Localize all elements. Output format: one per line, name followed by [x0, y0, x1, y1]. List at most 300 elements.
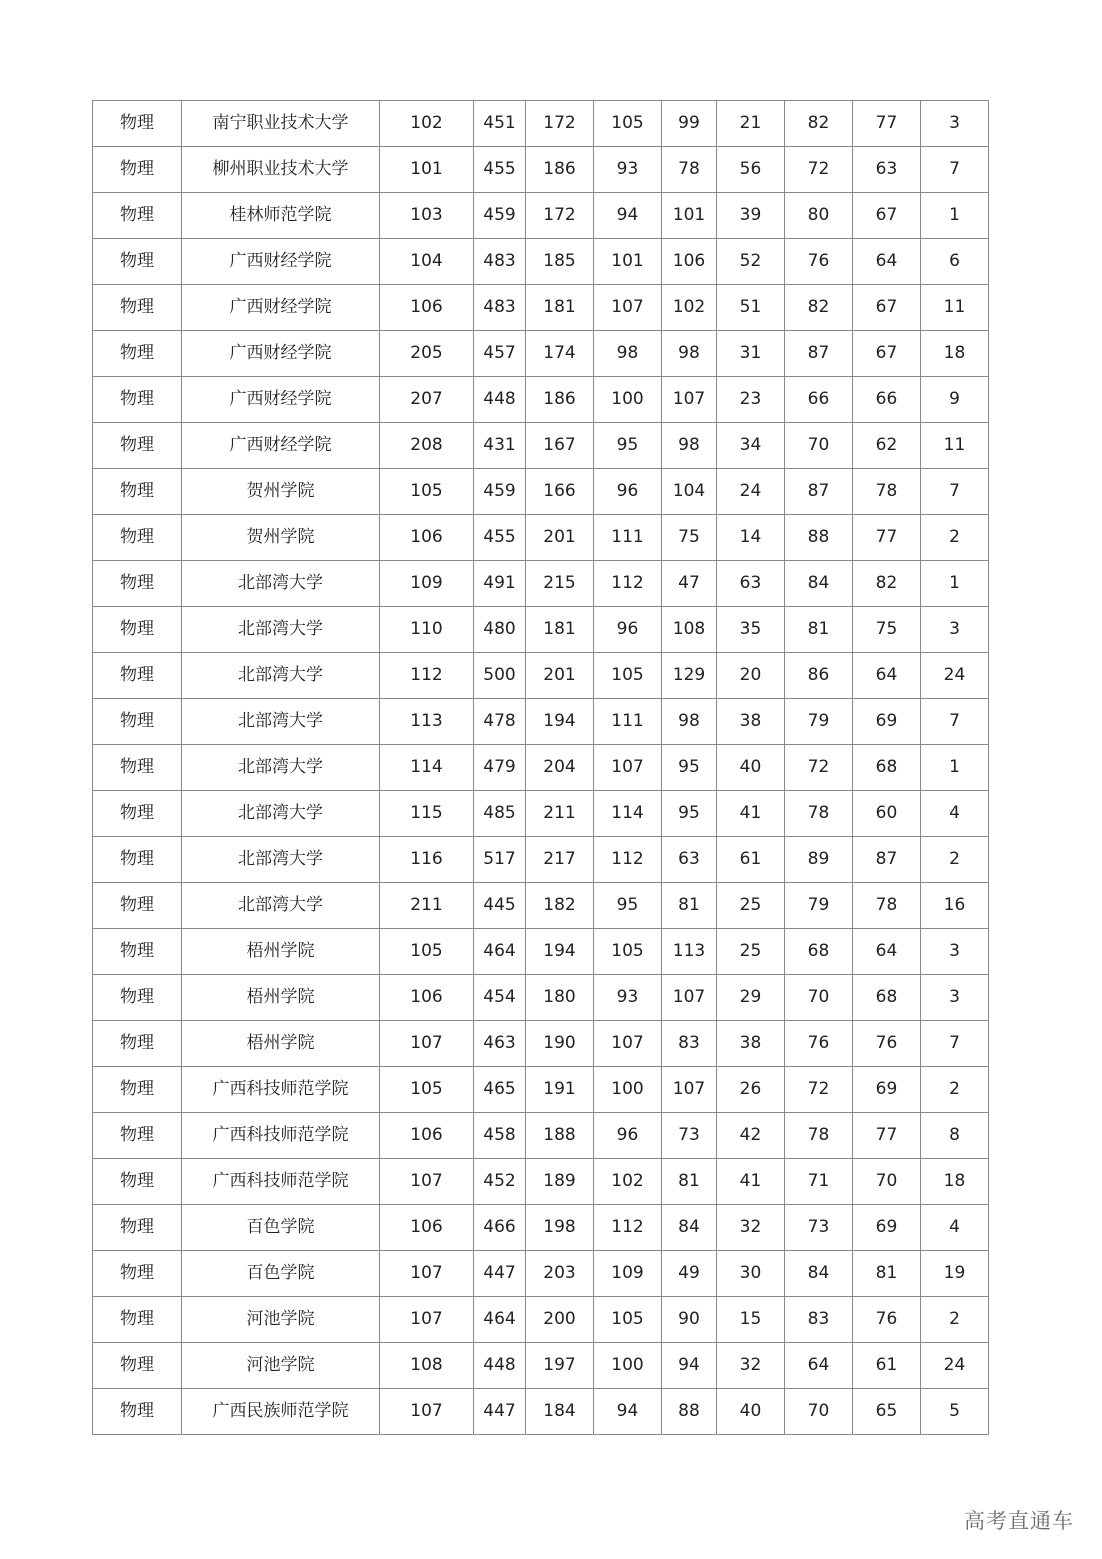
group-code-cell: 107 — [380, 1389, 474, 1435]
score-cell: 95 — [662, 745, 717, 791]
count-cell: 5 — [921, 1389, 989, 1435]
count-cell: 2 — [921, 1067, 989, 1113]
count-cell: 1 — [921, 745, 989, 791]
score-cell: 76 — [853, 1021, 921, 1067]
school-cell: 广西民族师范学院 — [182, 1389, 380, 1435]
school-cell: 广西财经学院 — [182, 239, 380, 285]
group-code-cell: 205 — [380, 331, 474, 377]
score-cell: 98 — [662, 423, 717, 469]
score-cell: 63 — [853, 147, 921, 193]
total-score-cell: 448 — [474, 1343, 526, 1389]
group-code-cell: 102 — [380, 101, 474, 147]
score-cell: 21 — [717, 101, 785, 147]
subject-cell: 物理 — [93, 745, 182, 791]
score-cell: 98 — [594, 331, 662, 377]
table-row — [93, 331, 989, 377]
group-code-cell: 208 — [380, 423, 474, 469]
score-cell: 190 — [526, 1021, 594, 1067]
score-cell: 101 — [594, 239, 662, 285]
count-cell: 1 — [921, 561, 989, 607]
school-cell: 北部湾大学 — [182, 791, 380, 837]
score-cell: 78 — [853, 469, 921, 515]
school-cell: 梧州学院 — [182, 929, 380, 975]
score-cell: 76 — [785, 239, 853, 285]
total-score-cell: 464 — [474, 929, 526, 975]
score-cell: 75 — [853, 607, 921, 653]
score-cell: 194 — [526, 929, 594, 975]
score-cell: 98 — [662, 331, 717, 377]
total-score-cell: 517 — [474, 837, 526, 883]
score-cell: 76 — [853, 1297, 921, 1343]
school-cell: 桂林师范学院 — [182, 193, 380, 239]
subject-cell: 物理 — [93, 101, 182, 147]
subject-cell: 物理 — [93, 1067, 182, 1113]
count-cell: 19 — [921, 1251, 989, 1297]
school-cell: 南宁职业技术大学 — [182, 101, 380, 147]
score-cell: 112 — [594, 1205, 662, 1251]
score-cell: 105 — [594, 929, 662, 975]
table-row — [93, 101, 989, 147]
school-cell: 北部湾大学 — [182, 561, 380, 607]
score-cell: 81 — [785, 607, 853, 653]
count-cell: 7 — [921, 1021, 989, 1067]
score-cell: 77 — [853, 101, 921, 147]
score-cell: 67 — [853, 193, 921, 239]
score-cell: 25 — [717, 883, 785, 929]
table-row — [93, 1343, 989, 1389]
score-cell: 217 — [526, 837, 594, 883]
score-cell: 83 — [662, 1021, 717, 1067]
score-cell: 204 — [526, 745, 594, 791]
table-row — [93, 239, 989, 285]
score-cell: 32 — [717, 1205, 785, 1251]
score-cell: 101 — [662, 193, 717, 239]
total-score-cell: 458 — [474, 1113, 526, 1159]
table-row — [93, 193, 989, 239]
total-score-cell: 451 — [474, 101, 526, 147]
table-row — [93, 561, 989, 607]
table-row — [93, 1297, 989, 1343]
group-code-cell: 112 — [380, 653, 474, 699]
table-row — [93, 147, 989, 193]
score-cell: 88 — [662, 1389, 717, 1435]
school-cell: 广西财经学院 — [182, 423, 380, 469]
school-cell: 北部湾大学 — [182, 653, 380, 699]
score-cell: 24 — [717, 469, 785, 515]
table-row — [93, 515, 989, 561]
score-cell: 79 — [785, 883, 853, 929]
score-cell: 94 — [594, 1389, 662, 1435]
score-cell: 98 — [662, 699, 717, 745]
score-cell: 106 — [662, 239, 717, 285]
school-cell: 百色学院 — [182, 1251, 380, 1297]
subject-cell: 物理 — [93, 469, 182, 515]
score-table — [92, 100, 989, 1435]
school-cell: 河池学院 — [182, 1297, 380, 1343]
count-cell: 8 — [921, 1113, 989, 1159]
score-cell: 84 — [785, 1251, 853, 1297]
count-cell: 24 — [921, 1343, 989, 1389]
count-cell: 24 — [921, 653, 989, 699]
subject-cell: 物理 — [93, 423, 182, 469]
score-cell: 107 — [662, 377, 717, 423]
score-cell: 112 — [594, 561, 662, 607]
score-cell: 82 — [853, 561, 921, 607]
score-cell: 87 — [785, 469, 853, 515]
school-cell: 广西科技师范学院 — [182, 1159, 380, 1205]
table-row — [93, 1159, 989, 1205]
score-cell: 95 — [662, 791, 717, 837]
count-cell: 11 — [921, 285, 989, 331]
score-cell: 69 — [853, 1205, 921, 1251]
total-score-cell: 445 — [474, 883, 526, 929]
score-cell: 82 — [785, 101, 853, 147]
score-cell: 96 — [594, 607, 662, 653]
total-score-cell: 452 — [474, 1159, 526, 1205]
group-code-cell: 105 — [380, 469, 474, 515]
score-cell: 211 — [526, 791, 594, 837]
school-cell: 柳州职业技术大学 — [182, 147, 380, 193]
score-cell: 78 — [662, 147, 717, 193]
score-cell: 100 — [594, 377, 662, 423]
score-cell: 20 — [717, 653, 785, 699]
score-cell: 184 — [526, 1389, 594, 1435]
score-cell: 86 — [785, 653, 853, 699]
subject-cell: 物理 — [93, 1159, 182, 1205]
subject-cell: 物理 — [93, 653, 182, 699]
score-cell: 107 — [594, 1021, 662, 1067]
school-cell: 贺州学院 — [182, 515, 380, 561]
score-cell: 72 — [785, 1067, 853, 1113]
count-cell: 18 — [921, 331, 989, 377]
table-row — [93, 883, 989, 929]
score-cell: 78 — [853, 883, 921, 929]
total-score-cell: 455 — [474, 515, 526, 561]
score-cell: 70 — [853, 1159, 921, 1205]
score-cell: 194 — [526, 699, 594, 745]
score-cell: 167 — [526, 423, 594, 469]
table-row — [93, 653, 989, 699]
school-cell: 百色学院 — [182, 1205, 380, 1251]
score-cell: 65 — [853, 1389, 921, 1435]
subject-cell: 物理 — [93, 1113, 182, 1159]
table-row — [93, 1251, 989, 1297]
score-cell: 96 — [594, 1113, 662, 1159]
score-cell: 30 — [717, 1251, 785, 1297]
group-code-cell: 113 — [380, 699, 474, 745]
score-cell: 112 — [594, 837, 662, 883]
group-code-cell: 105 — [380, 1067, 474, 1113]
total-score-cell: 466 — [474, 1205, 526, 1251]
school-cell: 北部湾大学 — [182, 837, 380, 883]
subject-cell: 物理 — [93, 1343, 182, 1389]
school-cell: 北部湾大学 — [182, 883, 380, 929]
score-cell: 186 — [526, 377, 594, 423]
group-code-cell: 106 — [380, 285, 474, 331]
score-cell: 78 — [785, 1113, 853, 1159]
score-cell: 67 — [853, 331, 921, 377]
table-row — [93, 975, 989, 1021]
score-cell: 72 — [785, 745, 853, 791]
score-cell: 82 — [785, 285, 853, 331]
score-cell: 64 — [853, 929, 921, 975]
total-score-cell: 465 — [474, 1067, 526, 1113]
score-cell: 73 — [662, 1113, 717, 1159]
total-score-cell: 447 — [474, 1251, 526, 1297]
subject-cell: 物理 — [93, 285, 182, 331]
subject-cell: 物理 — [93, 1297, 182, 1343]
total-score-cell: 459 — [474, 469, 526, 515]
score-cell: 89 — [785, 837, 853, 883]
group-code-cell: 106 — [380, 515, 474, 561]
subject-cell: 物理 — [93, 791, 182, 837]
score-cell: 70 — [785, 975, 853, 1021]
score-cell: 96 — [594, 469, 662, 515]
total-score-cell: 463 — [474, 1021, 526, 1067]
score-cell: 52 — [717, 239, 785, 285]
count-cell: 6 — [921, 239, 989, 285]
group-code-cell: 107 — [380, 1251, 474, 1297]
table-row — [93, 1021, 989, 1067]
score-cell: 61 — [717, 837, 785, 883]
score-cell: 75 — [662, 515, 717, 561]
count-cell: 1 — [921, 193, 989, 239]
table-row — [93, 929, 989, 975]
score-cell: 111 — [594, 699, 662, 745]
score-cell: 203 — [526, 1251, 594, 1297]
table-row — [93, 1389, 989, 1435]
count-cell: 2 — [921, 515, 989, 561]
score-cell: 49 — [662, 1251, 717, 1297]
watermark: 高考直通车 — [964, 1509, 1074, 1533]
score-table-body — [93, 101, 989, 1435]
score-cell: 105 — [594, 1297, 662, 1343]
score-cell: 66 — [785, 377, 853, 423]
score-cell: 95 — [594, 883, 662, 929]
score-cell: 64 — [853, 653, 921, 699]
subject-cell: 物理 — [93, 883, 182, 929]
score-cell: 102 — [662, 285, 717, 331]
score-cell: 94 — [594, 193, 662, 239]
subject-cell: 物理 — [93, 1389, 182, 1435]
score-cell: 174 — [526, 331, 594, 377]
score-cell: 87 — [853, 837, 921, 883]
score-cell: 102 — [594, 1159, 662, 1205]
score-cell: 60 — [853, 791, 921, 837]
total-score-cell: 483 — [474, 239, 526, 285]
count-cell: 3 — [921, 101, 989, 147]
score-cell: 80 — [785, 193, 853, 239]
total-score-cell: 483 — [474, 285, 526, 331]
score-cell: 201 — [526, 515, 594, 561]
score-cell: 67 — [853, 285, 921, 331]
score-cell: 25 — [717, 929, 785, 975]
score-cell: 129 — [662, 653, 717, 699]
score-cell: 99 — [662, 101, 717, 147]
score-cell: 40 — [717, 745, 785, 791]
total-score-cell: 480 — [474, 607, 526, 653]
score-cell: 93 — [594, 147, 662, 193]
table-row — [93, 1205, 989, 1251]
score-cell: 197 — [526, 1343, 594, 1389]
score-cell: 42 — [717, 1113, 785, 1159]
score-cell: 105 — [594, 653, 662, 699]
total-score-cell: 485 — [474, 791, 526, 837]
subject-cell: 物理 — [93, 1251, 182, 1297]
score-cell: 84 — [785, 561, 853, 607]
subject-cell: 物理 — [93, 1205, 182, 1251]
subject-cell: 物理 — [93, 561, 182, 607]
school-cell: 北部湾大学 — [182, 607, 380, 653]
score-cell: 72 — [785, 147, 853, 193]
school-cell: 梧州学院 — [182, 975, 380, 1021]
score-cell: 107 — [594, 285, 662, 331]
total-score-cell: 478 — [474, 699, 526, 745]
subject-cell: 物理 — [93, 975, 182, 1021]
score-cell: 182 — [526, 883, 594, 929]
table-row — [93, 1067, 989, 1113]
score-cell: 111 — [594, 515, 662, 561]
group-code-cell: 108 — [380, 1343, 474, 1389]
table-row — [93, 1113, 989, 1159]
count-cell: 3 — [921, 607, 989, 653]
score-cell: 38 — [717, 699, 785, 745]
total-score-cell: 454 — [474, 975, 526, 1021]
total-score-cell: 464 — [474, 1297, 526, 1343]
score-cell: 31 — [717, 331, 785, 377]
score-cell: 77 — [853, 1113, 921, 1159]
score-cell: 188 — [526, 1113, 594, 1159]
score-cell: 38 — [717, 1021, 785, 1067]
total-score-cell: 455 — [474, 147, 526, 193]
score-cell: 191 — [526, 1067, 594, 1113]
subject-cell: 物理 — [93, 147, 182, 193]
subject-cell: 物理 — [93, 1021, 182, 1067]
total-score-cell: 500 — [474, 653, 526, 699]
score-cell: 79 — [785, 699, 853, 745]
score-cell: 40 — [717, 1389, 785, 1435]
score-cell: 104 — [662, 469, 717, 515]
score-cell: 172 — [526, 193, 594, 239]
score-cell: 113 — [662, 929, 717, 975]
table-row — [93, 285, 989, 331]
score-cell: 95 — [594, 423, 662, 469]
score-cell: 107 — [594, 745, 662, 791]
score-cell: 34 — [717, 423, 785, 469]
score-cell: 68 — [785, 929, 853, 975]
score-cell: 93 — [594, 975, 662, 1021]
group-code-cell: 105 — [380, 929, 474, 975]
school-cell: 广西财经学院 — [182, 377, 380, 423]
group-code-cell: 104 — [380, 239, 474, 285]
score-cell: 100 — [594, 1067, 662, 1113]
score-cell: 26 — [717, 1067, 785, 1113]
subject-cell: 物理 — [93, 331, 182, 377]
count-cell: 3 — [921, 929, 989, 975]
score-cell: 166 — [526, 469, 594, 515]
score-cell: 189 — [526, 1159, 594, 1205]
score-cell: 77 — [853, 515, 921, 561]
score-cell: 63 — [662, 837, 717, 883]
score-cell: 63 — [717, 561, 785, 607]
table-row — [93, 699, 989, 745]
score-cell: 56 — [717, 147, 785, 193]
group-code-cell: 110 — [380, 607, 474, 653]
score-cell: 66 — [853, 377, 921, 423]
group-code-cell: 106 — [380, 1205, 474, 1251]
score-cell: 81 — [662, 1159, 717, 1205]
school-cell: 北部湾大学 — [182, 745, 380, 791]
score-cell: 200 — [526, 1297, 594, 1343]
count-cell: 18 — [921, 1159, 989, 1205]
count-cell: 11 — [921, 423, 989, 469]
group-code-cell: 109 — [380, 561, 474, 607]
subject-cell: 物理 — [93, 377, 182, 423]
score-cell: 215 — [526, 561, 594, 607]
table-row — [93, 791, 989, 837]
subject-cell: 物理 — [93, 239, 182, 285]
table-row — [93, 745, 989, 791]
score-cell: 76 — [785, 1021, 853, 1067]
group-code-cell: 114 — [380, 745, 474, 791]
score-cell: 107 — [662, 975, 717, 1021]
subject-cell: 物理 — [93, 193, 182, 239]
score-cell: 15 — [717, 1297, 785, 1343]
count-cell: 4 — [921, 791, 989, 837]
score-cell: 69 — [853, 699, 921, 745]
subject-cell: 物理 — [93, 515, 182, 561]
score-cell: 87 — [785, 331, 853, 377]
score-cell: 70 — [785, 423, 853, 469]
score-cell: 185 — [526, 239, 594, 285]
group-code-cell: 116 — [380, 837, 474, 883]
score-cell: 172 — [526, 101, 594, 147]
score-cell: 109 — [594, 1251, 662, 1297]
group-code-cell: 106 — [380, 1113, 474, 1159]
score-cell: 181 — [526, 607, 594, 653]
group-code-cell: 107 — [380, 1159, 474, 1205]
count-cell: 9 — [921, 377, 989, 423]
score-cell: 39 — [717, 193, 785, 239]
score-cell: 198 — [526, 1205, 594, 1251]
group-code-cell: 107 — [380, 1297, 474, 1343]
group-code-cell: 107 — [380, 1021, 474, 1067]
score-cell: 107 — [662, 1067, 717, 1113]
score-cell: 61 — [853, 1343, 921, 1389]
count-cell: 2 — [921, 837, 989, 883]
score-cell: 71 — [785, 1159, 853, 1205]
count-cell: 16 — [921, 883, 989, 929]
score-cell: 108 — [662, 607, 717, 653]
subject-cell: 物理 — [93, 607, 182, 653]
score-cell: 94 — [662, 1343, 717, 1389]
subject-cell: 物理 — [93, 837, 182, 883]
school-cell: 河池学院 — [182, 1343, 380, 1389]
score-cell: 69 — [853, 1067, 921, 1113]
score-cell: 41 — [717, 1159, 785, 1205]
score-cell: 41 — [717, 791, 785, 837]
table-row — [93, 837, 989, 883]
group-code-cell: 211 — [380, 883, 474, 929]
school-cell: 广西科技师范学院 — [182, 1067, 380, 1113]
score-cell: 64 — [785, 1343, 853, 1389]
score-cell: 35 — [717, 607, 785, 653]
table-row — [93, 607, 989, 653]
score-cell: 68 — [853, 975, 921, 1021]
score-cell: 81 — [853, 1251, 921, 1297]
score-cell: 186 — [526, 147, 594, 193]
total-score-cell: 459 — [474, 193, 526, 239]
